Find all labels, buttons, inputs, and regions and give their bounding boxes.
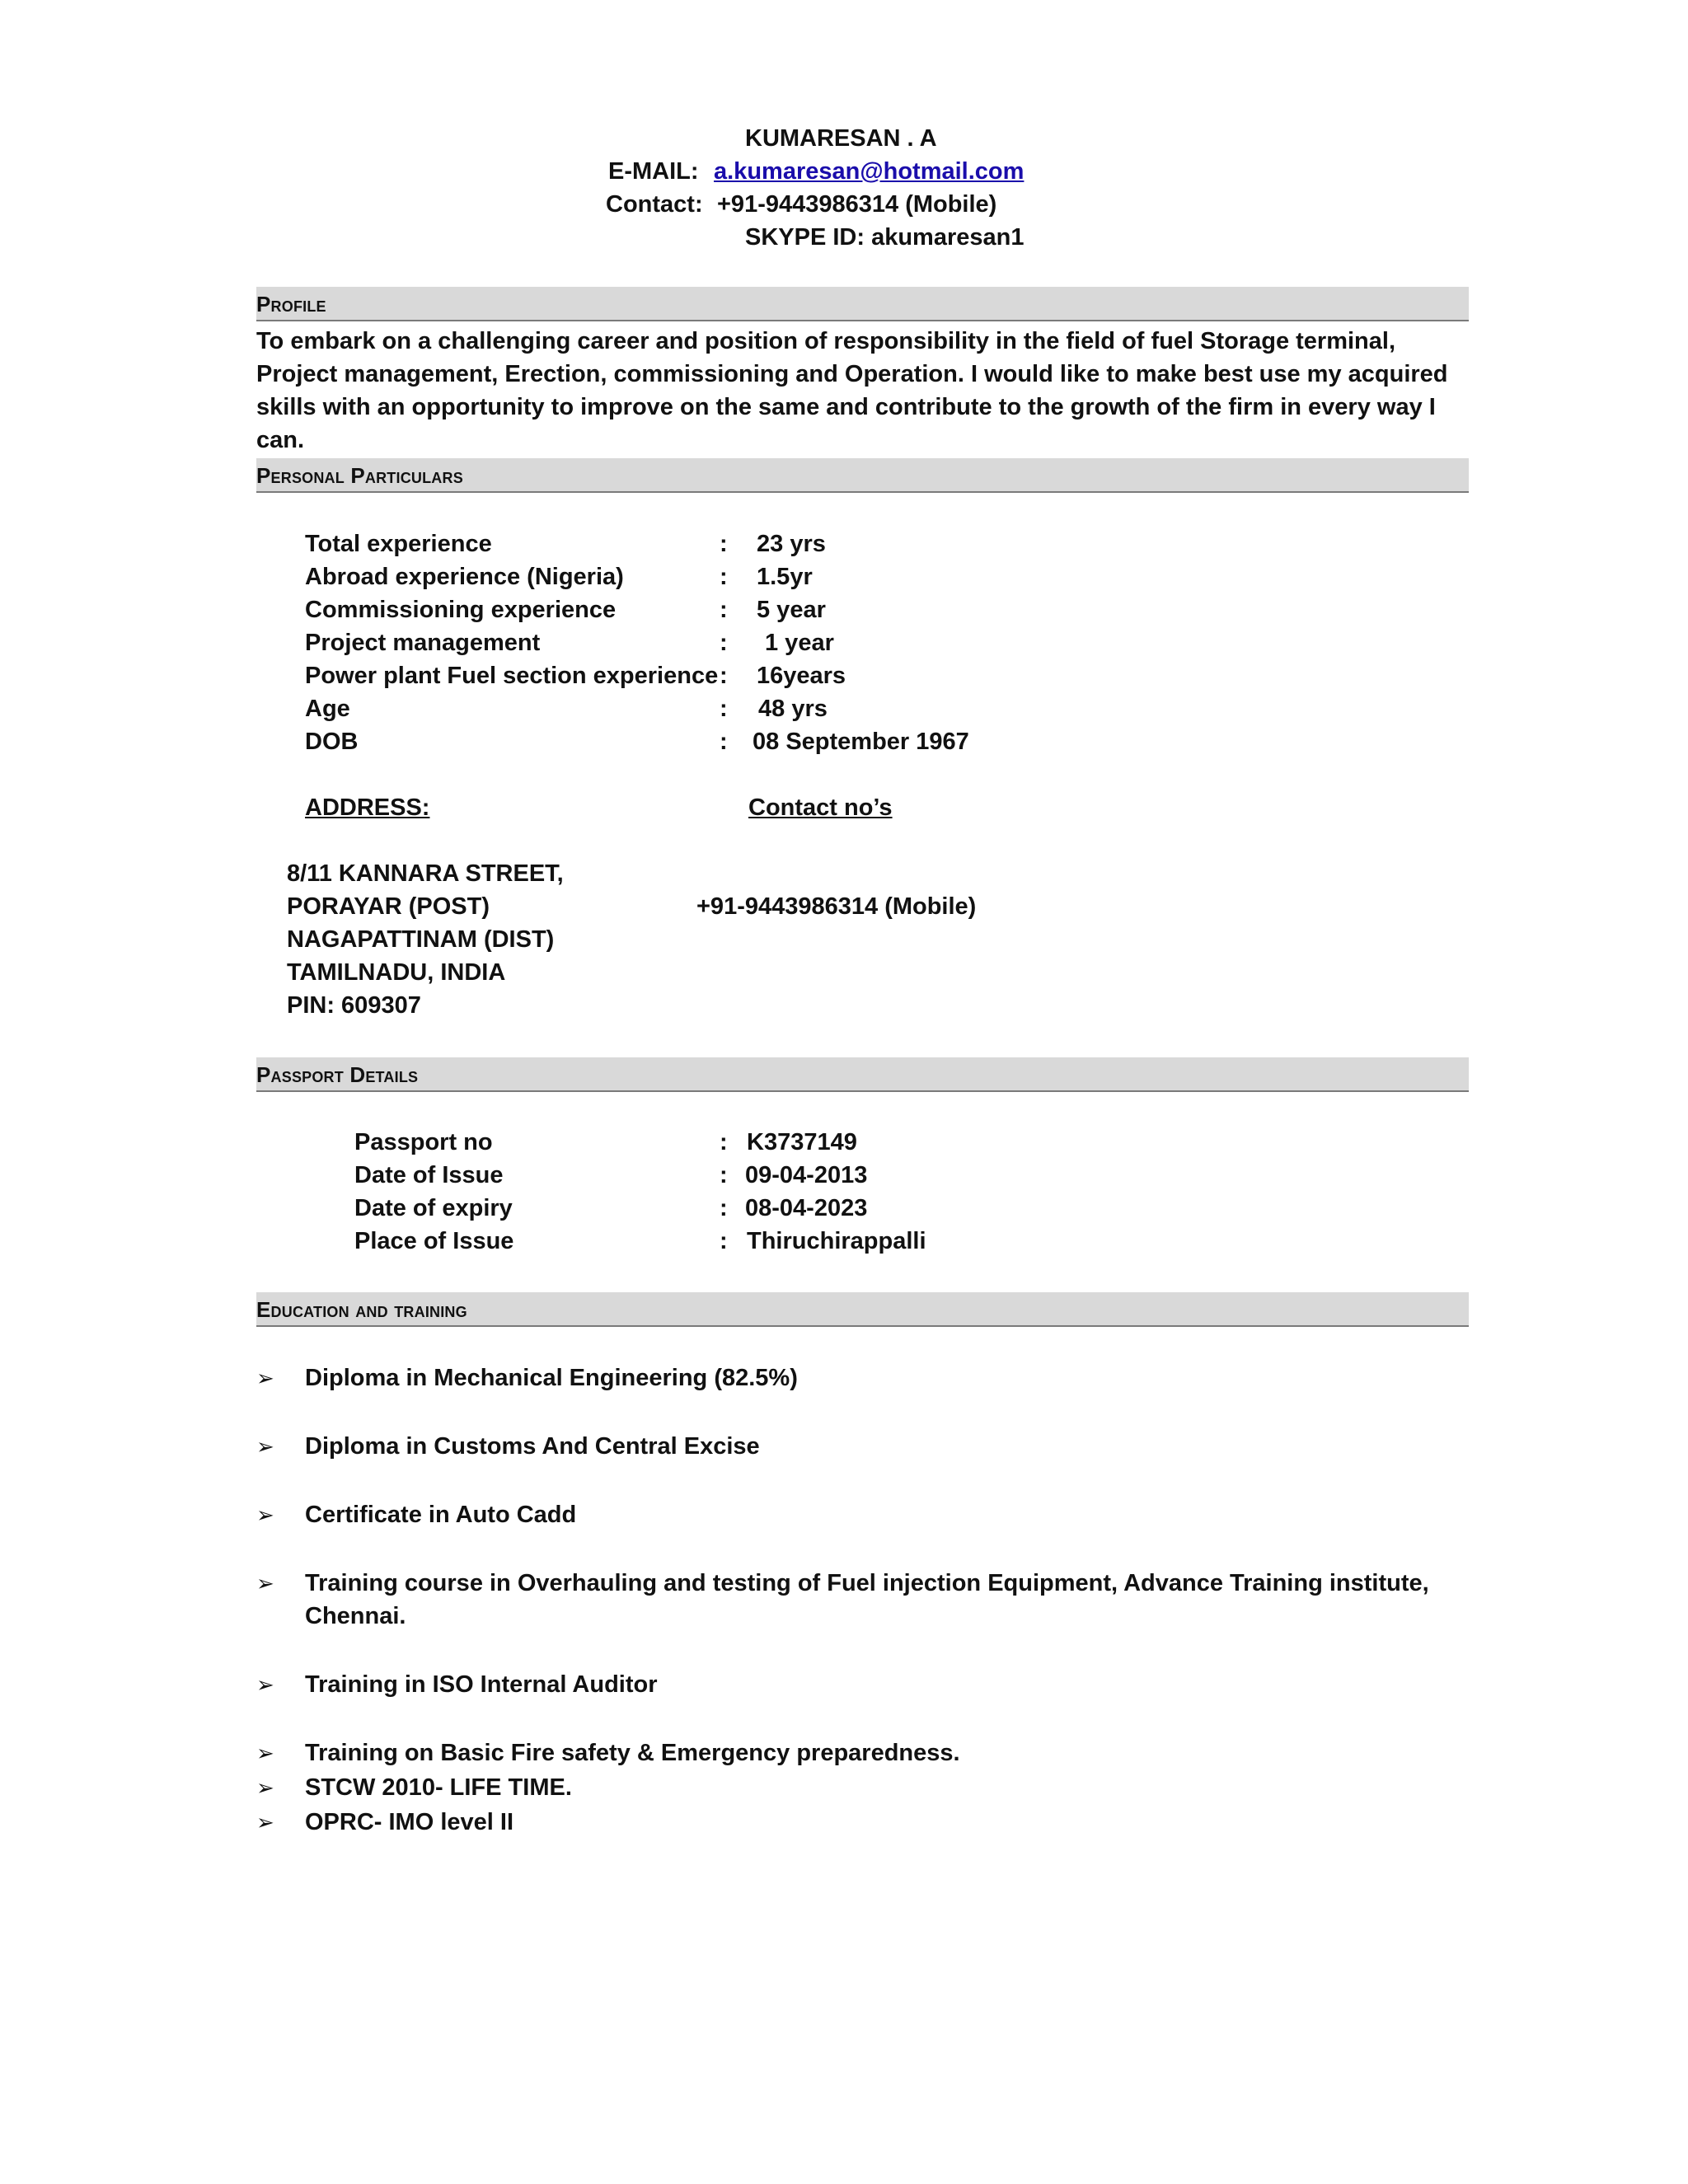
education-item: OPRC- IMO level II — [305, 1809, 513, 1835]
address-line: PORAYAR (POST) — [287, 893, 490, 920]
row-value: 48 yrs — [758, 696, 828, 722]
address-heading: ADDRESS: — [305, 794, 430, 821]
education-item: Training course in Overhauling and testing of Fuel injection Equipment, Advance Training institute, Chennai. — [305, 1570, 1429, 1629]
row-label: Total experience — [305, 531, 492, 557]
row-value: 16years — [757, 663, 846, 689]
row-value: 08 September 1967 — [753, 729, 969, 755]
row-label: Age — [305, 696, 350, 722]
passport-label: Passport no — [354, 1129, 493, 1155]
arrow-bullet-icon: ➢ — [256, 1672, 274, 1697]
education-item: Training on Basic Fire safety & Emergency preparedness. — [305, 1740, 960, 1766]
row-separator: : — [720, 696, 728, 722]
row-label: Commissioning experience — [305, 597, 617, 623]
address-line: NAGAPATTINAM (DIST) — [287, 926, 555, 953]
section-title: Personal Particulars — [256, 463, 463, 488]
passport-value: 09-04-2013 — [745, 1162, 868, 1188]
row-label: Abroad experience (Nigeria) — [305, 564, 624, 590]
row-separator: : — [720, 729, 728, 755]
passport-separator: : — [720, 1195, 728, 1221]
profile-section-header — [256, 287, 1469, 321]
row-separator: : — [720, 630, 728, 656]
passport-label: Place of Issue — [354, 1228, 514, 1254]
row-value: 23 yrs — [757, 531, 826, 557]
row-separator: : — [720, 663, 728, 689]
education-section-header — [256, 1292, 1469, 1327]
contact-value: +91-9443986314 (Mobile) — [717, 191, 997, 218]
row-value: 5 year — [757, 597, 826, 623]
address-line: TAMILNADU, INDIA — [287, 959, 506, 986]
contact-number: +91-9443986314 (Mobile) — [696, 893, 977, 920]
row-label: Power plant Fuel section experience — [305, 663, 719, 689]
address-line: PIN: 609307 — [287, 992, 421, 1019]
arrow-bullet-icon: ➢ — [256, 1775, 274, 1800]
arrow-bullet-icon: ➢ — [256, 1741, 274, 1765]
row-value: 1.5yr — [757, 564, 813, 590]
passport-separator: : — [720, 1162, 728, 1188]
row-separator: : — [720, 531, 728, 557]
passport-value: K3737149 — [747, 1129, 857, 1155]
contact-heading: Contact no’s — [748, 794, 893, 821]
passport-label: Date of expiry — [354, 1195, 513, 1221]
address-line: 8/11 KANNARA STREET, — [287, 860, 564, 887]
arrow-bullet-icon: ➢ — [256, 1434, 274, 1459]
email-link[interactable]: a.kumaresan@hotmail.com — [714, 158, 1025, 185]
education-item: STCW 2010- LIFE TIME. — [305, 1774, 572, 1801]
passport-value: 08-04-2023 — [745, 1195, 868, 1221]
passport-separator: : — [720, 1228, 728, 1254]
passport-separator: : — [720, 1129, 728, 1155]
arrow-bullet-icon: ➢ — [256, 1810, 274, 1835]
arrow-bullet-icon: ➢ — [256, 1366, 274, 1390]
email-label: E-MAIL: — [608, 158, 699, 185]
candidate-name: KUMARESAN . A — [745, 125, 937, 152]
education-item: Certificate in Auto Cadd — [305, 1502, 577, 1528]
skype-id: SKYPE ID: akumaresan1 — [745, 224, 1025, 251]
education-item: Training in ISO Internal Auditor — [305, 1671, 658, 1698]
row-separator: : — [720, 564, 728, 590]
personal-section-header — [256, 458, 1469, 493]
education-item: Diploma in Customs And Central Excise — [305, 1433, 760, 1460]
row-label: Project management — [305, 630, 541, 656]
row-separator: : — [720, 597, 728, 623]
passport-value: Thiruchirappalli — [747, 1228, 926, 1254]
arrow-bullet-icon: ➢ — [256, 1571, 274, 1596]
section-title: Profile — [256, 292, 326, 316]
arrow-bullet-icon: ➢ — [256, 1502, 274, 1527]
contact-label: Contact: — [606, 191, 703, 218]
profile-text: To embark on a challenging career and position of responsibility in the field of fuel Storage terminal, Project management, Erection, commissioning and Operation. I would like to make best use my acquired skills with an opportunity to improve on the same and contribute to the growth of the firm in every way I can. — [256, 328, 1448, 453]
row-value: 1 year — [765, 630, 834, 656]
section-title: Education and training — [256, 1297, 467, 1322]
section-title: Passport Details — [256, 1062, 419, 1087]
passport-section-header — [256, 1057, 1469, 1092]
passport-label: Date of Issue — [354, 1162, 504, 1188]
row-label: DOB — [305, 729, 359, 755]
education-item: Diploma in Mechanical Engineering (82.5%) — [305, 1365, 798, 1391]
